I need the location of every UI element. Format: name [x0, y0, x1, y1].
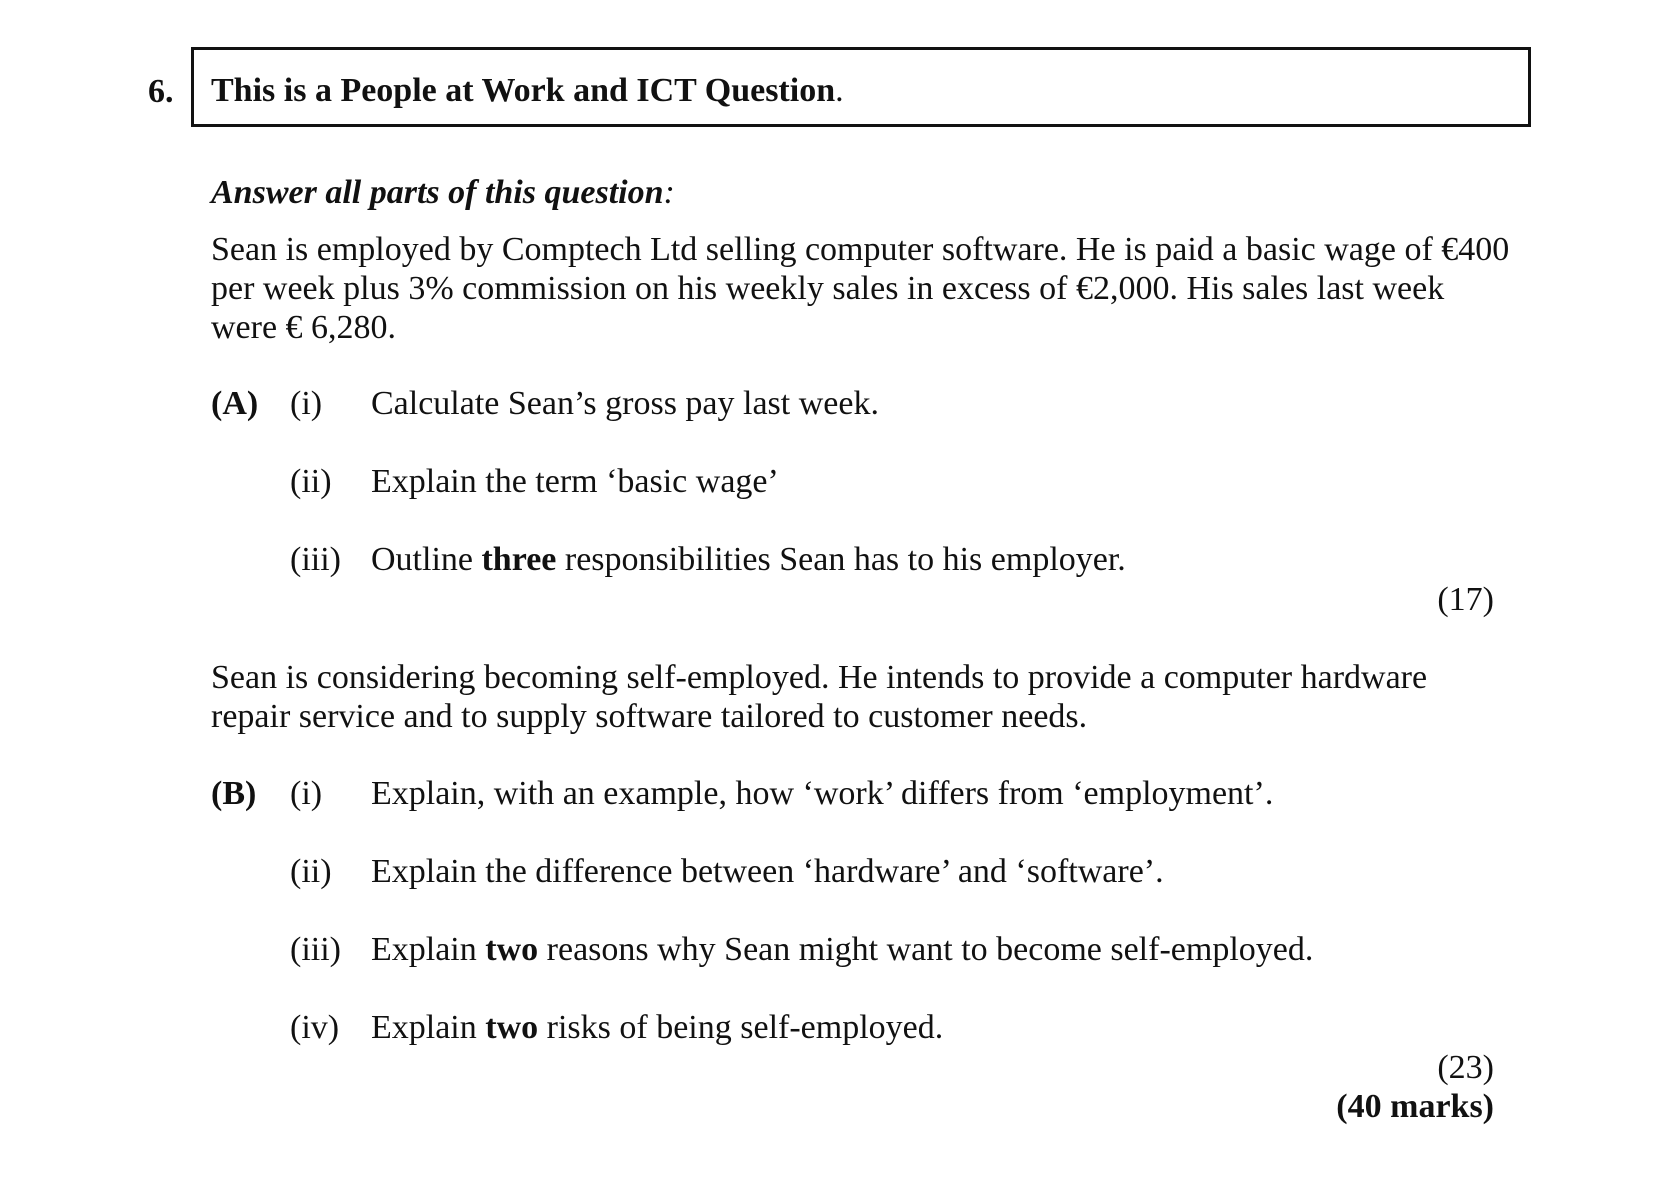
- question-title-text: This is a People at Work and ICT Question: [211, 72, 836, 109]
- part-b-item-number: (i): [290, 775, 323, 812]
- context-line: Sean is considering becoming self-employed. He intends to provide a computer hardware: [211, 659, 1428, 696]
- part-a-item-text: [371, 540, 1126, 579]
- context-line: repair service and to supply software tailored to customer needs.: [211, 698, 1088, 735]
- part-b-item-number: (iv): [290, 1009, 340, 1046]
- part-b-label: (B): [211, 775, 257, 812]
- intro-paragraph: [211, 230, 1509, 347]
- part-b-item-number: (iii): [290, 931, 341, 968]
- part-b-item-text: [371, 1008, 943, 1047]
- instruction-text: Answer all parts of this question: [211, 174, 664, 211]
- instruction-colon: :: [663, 174, 675, 211]
- part-a-item-text: [371, 462, 779, 501]
- item-text-segment: risks of being self-employed.: [538, 1009, 944, 1046]
- part-a-item-number: (i): [290, 385, 323, 422]
- question-title-period: .: [835, 72, 844, 109]
- part-b-marks: (23): [1437, 1049, 1494, 1086]
- part-b-item-text: [371, 930, 1313, 969]
- item-text-segment: Outline: [371, 541, 482, 578]
- question-number: 6.: [148, 73, 174, 110]
- item-text-segment: Explain the term ‘basic wage’: [371, 463, 779, 500]
- item-text-segment: Explain the difference between ‘hardware’ and ‘software’.: [371, 853, 1164, 890]
- item-text-emphasis: three: [481, 541, 557, 578]
- item-text-emphasis: two: [485, 1009, 539, 1046]
- part-b-context: [211, 658, 1427, 736]
- item-text-segment: responsibilities Sean has to his employer.: [556, 541, 1126, 578]
- item-text-emphasis: two: [485, 931, 539, 968]
- intro-line: were € 6,280.: [211, 309, 397, 346]
- part-a-item-number: (iii): [290, 541, 341, 578]
- part-a-item-number: (ii): [290, 463, 332, 500]
- part-a-item-text: [371, 384, 879, 423]
- question-title-box: [191, 47, 1531, 127]
- item-text-segment: reasons why Sean might want to become self-employed.: [538, 931, 1314, 968]
- item-text-segment: Explain: [371, 931, 486, 968]
- item-text-segment: Calculate Sean’s gross pay last week.: [371, 385, 879, 422]
- intro-line: Sean is employed by Comptech Ltd selling computer software. He is paid a basic wage of €400: [211, 231, 1510, 268]
- part-a-marks: (17): [1437, 581, 1494, 618]
- item-text-segment: Explain: [371, 1009, 486, 1046]
- question-title: [211, 71, 844, 110]
- instruction: [211, 173, 675, 212]
- intro-line: per week plus 3% commission on his weekly sales in excess of €2,000. His sales last week: [211, 270, 1445, 307]
- total-marks: (40 marks): [1336, 1088, 1494, 1125]
- part-a-label: (A): [211, 385, 259, 422]
- part-b-item-text: [371, 774, 1273, 813]
- item-text-segment: Explain, with an example, how ‘work’ differs from ‘employment’.: [371, 775, 1274, 812]
- part-b-item-text: [371, 852, 1164, 891]
- part-b-item-number: (ii): [290, 853, 332, 890]
